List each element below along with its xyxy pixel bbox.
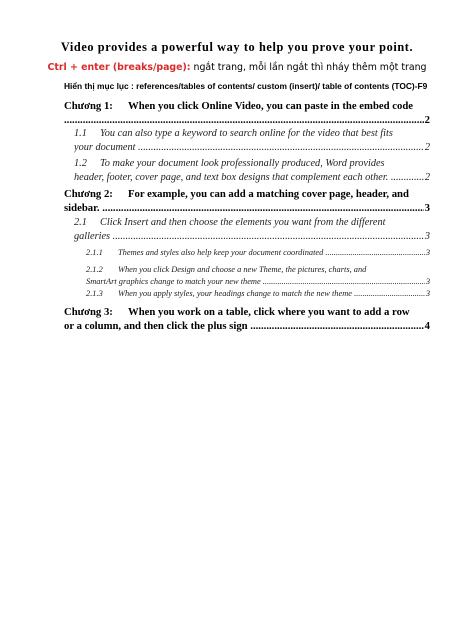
toc-page-number: 2 (424, 142, 430, 153)
toc-entry-chapter-1[interactable] (64, 99, 430, 127)
toc-entry-text: When you work on a table, click where you want to add a row (128, 306, 410, 318)
toc-entry-2-1-1[interactable] (64, 247, 430, 259)
toc-chapter-number: Chương 2: (64, 188, 113, 200)
toc-entry-2-1-2[interactable] (64, 264, 430, 288)
toc-entry-chapter-3[interactable] (64, 305, 430, 333)
toc-chapter-number: Chương 3: (64, 306, 113, 318)
toc-page-number: 3 (425, 277, 430, 286)
toc-entry-2-1[interactable] (64, 216, 430, 244)
toc-page-number: 3 (425, 248, 430, 257)
toc-page-number: 3 (425, 289, 430, 298)
toc-instruction-note: Hiển thị mục lục : references/tables of contents/ custom (insert)/ table of contents (TOC)-F9 (64, 81, 428, 91)
toc-entry-text: Click Insert and then choose the elements you want from the different (100, 217, 386, 228)
toc-page-number: 4 (424, 320, 430, 332)
toc-section-number: 1.1 (74, 128, 87, 139)
toc-entry-1-1[interactable] (64, 127, 430, 155)
toc-entry-text-cont: SmartArt graphics change to match your new theme ..... (86, 276, 425, 288)
toc-page-number: 3 (424, 202, 430, 214)
toc-subsection-number: 2.1.2 (86, 265, 103, 274)
toc-subsection-number: 2.1.3 (86, 289, 103, 298)
toc-entry-text: For example, you can add a matching cover page, header, and (128, 188, 409, 200)
toc-entry-text-cont: or a column, and then click the plus sign ..... (64, 319, 424, 333)
toc-entry-text: When you apply styles, your headings change to match the new theme (118, 289, 352, 298)
toc-entry-text: To make your document look professionally produced, Word provides (100, 158, 385, 169)
shortcut-desc: ngắt trang, mỗi lần ngắt thì nháy thêm một trang (190, 62, 427, 73)
document-title: Video provides a powerful way to help you prove your point. (60, 40, 414, 54)
toc-section-number: 1.2 (74, 158, 87, 169)
toc-entry-text: You can also type a keyword to search online for the video that best fits (100, 128, 393, 139)
toc-subsection-number: 2.1.1 (86, 248, 103, 257)
toc-page-number: 3 (424, 231, 430, 242)
toc-entry-text: When you click Online Video, you can paste in the embed code (128, 100, 414, 112)
toc-entry-text-cont (64, 113, 424, 127)
toc-section-number: 2.1 (74, 217, 87, 228)
toc-entry-text-cont: header, footer, cover page, and text box designs that complement each other. ..... (74, 171, 424, 185)
toc-entry-text: When you click Design and choose a new Theme, the pictures, charts, and (118, 265, 367, 274)
toc-entry-chapter-2[interactable] (64, 187, 430, 215)
toc-page-number: 2 (424, 114, 430, 126)
toc-page-number: 2 (424, 172, 430, 183)
toc-entry-2-1-3[interactable] (64, 288, 430, 300)
shortcut-key: Ctrl + enter (breaks/page): (47, 62, 191, 73)
shortcut-note (0, 62, 474, 73)
toc-entry-text: Themes and styles also help keep your document coordinated (118, 248, 324, 257)
toc-chapter-number: Chương 1: (64, 100, 113, 112)
toc-entry-text-cont: sidebar. ..... (64, 201, 424, 215)
toc-entry-text-cont: galleries ..... (74, 230, 424, 244)
toc-entry-text-cont: your document ..... (74, 141, 424, 155)
toc-entry-1-2[interactable] (64, 157, 430, 185)
